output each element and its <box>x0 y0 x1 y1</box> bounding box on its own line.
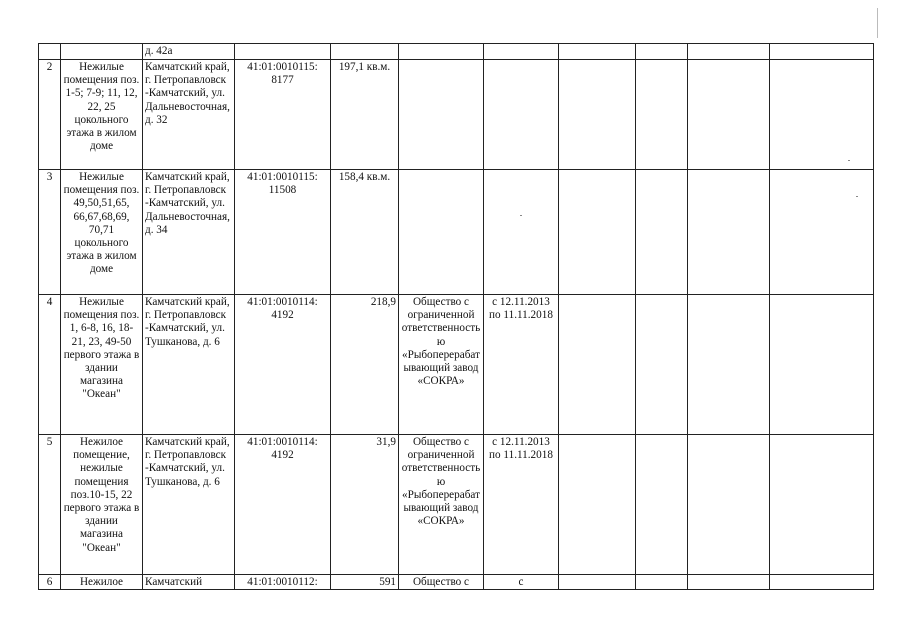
empty-cell <box>688 60 770 170</box>
table-row <box>39 295 874 435</box>
empty-cell <box>688 170 770 295</box>
object-name: Нежилое помещение, нежилые помещения поз.10-15, 22 первого этажа в здании магазина "Океан" <box>61 435 143 575</box>
object-area: 31,9 <box>331 435 399 575</box>
empty-cell <box>688 295 770 435</box>
cadastral-number <box>235 44 331 60</box>
empty-cell <box>559 295 636 435</box>
cadastral-number: 41:01:0010115: 8177 <box>235 60 331 170</box>
table-row <box>39 60 874 170</box>
object-area: 218,9 <box>331 295 399 435</box>
row-number <box>39 44 61 60</box>
empty-cell <box>770 60 874 170</box>
cadastral-number: 41:01:0010114: 4192 <box>235 435 331 575</box>
tenant-name <box>399 44 484 60</box>
scan-artifact-line <box>877 8 878 38</box>
object-name: Нежилые помещения поз. 1, 6-8, 16, 18-21, 23, 49-50 первого этажа в здании магазина "Океан" <box>61 295 143 435</box>
tenant-name: Общество с <box>399 575 484 590</box>
object-name: Нежилое <box>61 575 143 590</box>
empty-cell <box>636 60 688 170</box>
table-row <box>39 44 874 60</box>
property-register-table <box>38 43 874 590</box>
object-address: д. 42а <box>143 44 235 60</box>
object-address: Камчатский край, г. Петропавловск -Камчатский, ул. Тушканова, д. 6 <box>143 295 235 435</box>
empty-cell <box>636 44 688 60</box>
object-area <box>331 44 399 60</box>
empty-cell <box>559 575 636 590</box>
empty-cell <box>770 295 874 435</box>
empty-cell <box>770 435 874 575</box>
object-name: Нежилые помещения поз. 49,50,51,65, 66,67,68,69, 70,71 цокольного этажа в жилом доме <box>61 170 143 295</box>
empty-cell <box>770 170 874 295</box>
tenant-name <box>399 60 484 170</box>
object-area: 197,1 кв.м. <box>331 60 399 170</box>
empty-cell <box>636 170 688 295</box>
lease-term: с 12.11.2013 по 11.11.2018 <box>484 435 559 575</box>
tenant-name <box>399 170 484 295</box>
empty-cell <box>770 575 874 590</box>
cadastral-number: 41:01:0010115: 11508 <box>235 170 331 295</box>
object-name <box>61 44 143 60</box>
object-address: Камчатский край, г. Петропавловск -Камчатский, ул. Тушканова, д. 6 <box>143 435 235 575</box>
table-row <box>39 435 874 575</box>
tenant-name: Общество с ограниченной ответственностью «Рыбоперерабатывающий завод «СОКРА» <box>399 435 484 575</box>
table-row <box>39 575 874 590</box>
lease-term <box>484 170 559 295</box>
cadastral-number: 41:01:0010112: <box>235 575 331 590</box>
object-area: 591 <box>331 575 399 590</box>
lease-term: с 12.11.2013 по 11.11.2018 <box>484 295 559 435</box>
row-number: 4 <box>39 295 61 435</box>
row-number: 3 <box>39 170 61 295</box>
object-area: 158,4 кв.м. <box>331 170 399 295</box>
tenant-name: Общество с ограниченной ответственностью «Рыбоперерабатывающий завод «СОКРА» <box>399 295 484 435</box>
empty-cell <box>559 44 636 60</box>
empty-cell <box>688 44 770 60</box>
cadastral-number: 41:01:0010114: 4192 <box>235 295 331 435</box>
row-number: 5 <box>39 435 61 575</box>
lease-term <box>484 60 559 170</box>
empty-cell <box>688 435 770 575</box>
object-name: Нежилые помещения поз. 1-5; 7-9; 11, 12, 22, 25 цокольного этажа в жилом доме <box>61 60 143 170</box>
row-number: 6 <box>39 575 61 590</box>
empty-cell <box>636 435 688 575</box>
empty-cell <box>688 575 770 590</box>
object-address: Камчатский край, г. Петропавловск -Камчатский, ул. Дальневосточная, д. 34 <box>143 170 235 295</box>
empty-cell <box>559 170 636 295</box>
object-address: Камчатский <box>143 575 235 590</box>
empty-cell <box>559 60 636 170</box>
empty-cell <box>770 44 874 60</box>
empty-cell <box>559 435 636 575</box>
table-row <box>39 170 874 295</box>
empty-cell <box>636 575 688 590</box>
lease-term: с <box>484 575 559 590</box>
lease-term <box>484 44 559 60</box>
empty-cell <box>636 295 688 435</box>
object-address: Камчатский край, г. Петропавловск -Камчатский, ул. Дальневосточная, д. 32 <box>143 60 235 170</box>
row-number: 2 <box>39 60 61 170</box>
